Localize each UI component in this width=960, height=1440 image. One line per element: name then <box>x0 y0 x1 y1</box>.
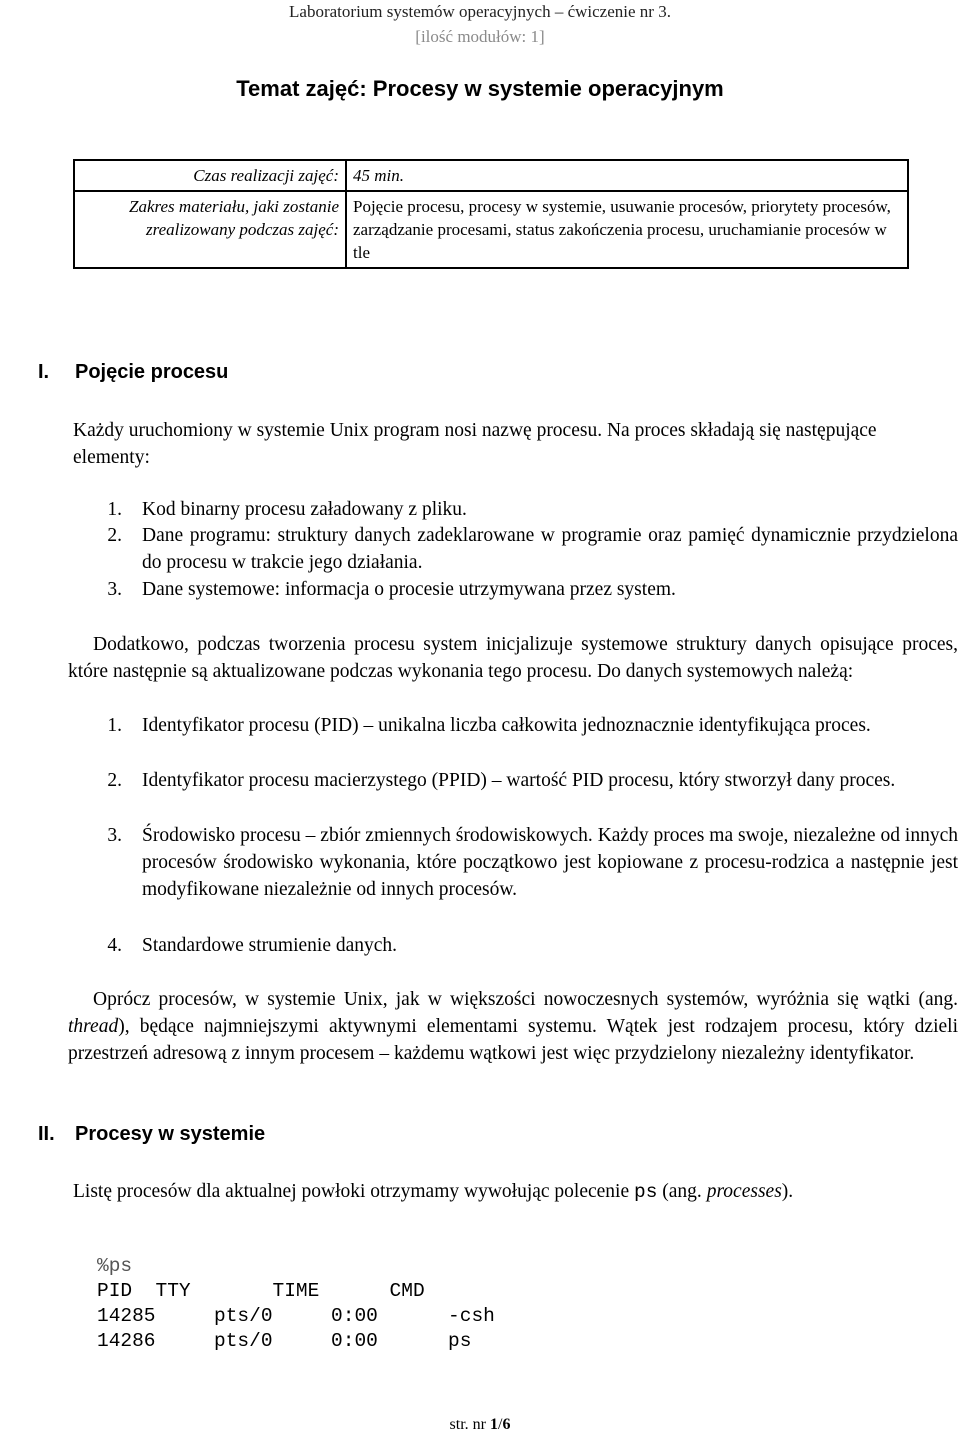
time-label: Czas realizacji zajęć: <box>74 160 346 191</box>
system-data-4-text: Standardowe strumienie danych. <box>142 935 398 956</box>
ps-command: ps <box>634 1181 658 1203</box>
scope-value: Pojęcie procesu, procesy w systemie, usuwanie procesów, priorytety procesów, zarządzanie procesami, status zakończenia procesu, uruchamianie procesów w tle <box>346 191 908 268</box>
para3-thread-term: thread <box>68 1016 119 1037</box>
element-2-text: Dane programu: struktury danych zadeklarowane w programie oraz pamięć dynamicznie przydzielona do procesu w trakcie jego działania. <box>142 525 958 573</box>
section2-number: II. <box>38 1123 55 1145</box>
section1-para2: Dodatkowo, podczas tworzenia procesu system inicjalizuje systemowe struktury danych opisujące proces, które następnie są aktualizowane podczas wykonania tego procesu. Do danych systemowych należą: <box>68 634 958 682</box>
section2-intro-a: Listę procesów dla aktualnej powłoki otrzymamy wywołując polecenie <box>73 1181 634 1202</box>
elements-list <box>92 496 958 606</box>
scope-label-line1: Zakres materiału, jaki zostanie <box>129 197 339 216</box>
system-data-1-number: 1. <box>107 715 122 736</box>
section1-title: Pojęcie procesu <box>75 361 229 383</box>
terminal-header: PID TTY TIME CMD <box>97 1280 425 1302</box>
system-data-3-number: 3. <box>107 825 122 846</box>
page-title: Temat zajęć: Procesy w systemie operacyjnym <box>236 76 724 101</box>
section2-intro-c: ). <box>781 1181 794 1202</box>
processes-term: processes <box>706 1181 782 1202</box>
section2-intro <box>73 1178 958 1206</box>
para3-part-b: ), będące najmniejszymi aktywnymi elementami systemu. Wątek jest rodzajem procesu, który dzieli przestrzeń adresową z innym procesem – każdemu wątkowi jest więc przydzielony niezależny identyfikator. <box>68 1016 958 1064</box>
running-header: Laboratorium systemów operacyjnych – ćwiczenie nr 3. <box>289 2 671 21</box>
section2-title: Procesy w systemie <box>75 1123 266 1145</box>
section2-intro-b: (ang. <box>657 1181 707 1202</box>
terminal-output <box>97 1254 495 1354</box>
scope-label-line2: zrealizowany podczas zajęć: <box>146 220 339 239</box>
system-data-1-text: Identyfikator procesu (PID) – unikalna liczba całkowita jednoznacznie identyfikująca proces. <box>142 715 871 736</box>
element-2-number: 2. <box>107 525 122 546</box>
terminal-prompt: %ps <box>97 1255 133 1277</box>
element-1-number: 1. <box>107 499 122 520</box>
system-data-list <box>92 712 958 962</box>
scope-row <box>74 191 908 268</box>
time-value: 45 min. <box>346 160 908 191</box>
footer-page-number: 1 <box>490 1416 498 1433</box>
element-1-text: Kod binarny procesu załadowany z pliku. <box>142 499 467 520</box>
section1-number: I. <box>38 361 50 383</box>
para3-part-a: Oprócz procesów, w systemie Unix, jak w większości nowoczesnych systemów, wyróżnia się wątki (ang. <box>93 989 958 1010</box>
page-footer <box>0 1416 960 1434</box>
terminal-row: 14286 pts/0 0:00 ps <box>97 1330 472 1352</box>
footer-prefix: str. nr <box>449 1416 490 1433</box>
element-3-text: Dane systemowe: informacja o procesie utrzymywana przez system. <box>142 579 676 600</box>
scope-label <box>74 191 346 268</box>
footer-separator: / <box>498 1416 503 1433</box>
time-row <box>74 160 908 191</box>
system-data-2-number: 2. <box>107 770 122 791</box>
section1-para3 <box>68 986 958 1067</box>
module-count: [ilość modułów: 1] <box>415 27 545 46</box>
info-table <box>73 159 909 269</box>
terminal-row: 14285 pts/0 0:00 -csh <box>97 1305 495 1327</box>
element-3-number: 3. <box>107 579 122 600</box>
system-data-2-text: Identyfikator procesu macierzystego (PPID) – wartość PID procesu, który stworzył dany proces. <box>142 770 896 791</box>
footer-page-total: 6 <box>502 1416 511 1433</box>
system-data-4-number: 4. <box>107 935 122 956</box>
system-data-3-text: Środowisko procesu – zbiór zmiennych środowiskowych. Każdy proces ma swoje, niezależne od innych procesów środowisko wykonania, które początkowo jest kopiowane z procesu-rodzica a następnie jest modyfikowane niezależnie od innych procesów. <box>142 825 958 900</box>
section1-intro: Każdy uruchomiony w systemie Unix program nosi nazwę procesu. Na proces składają się następujące elementy: <box>73 420 877 468</box>
